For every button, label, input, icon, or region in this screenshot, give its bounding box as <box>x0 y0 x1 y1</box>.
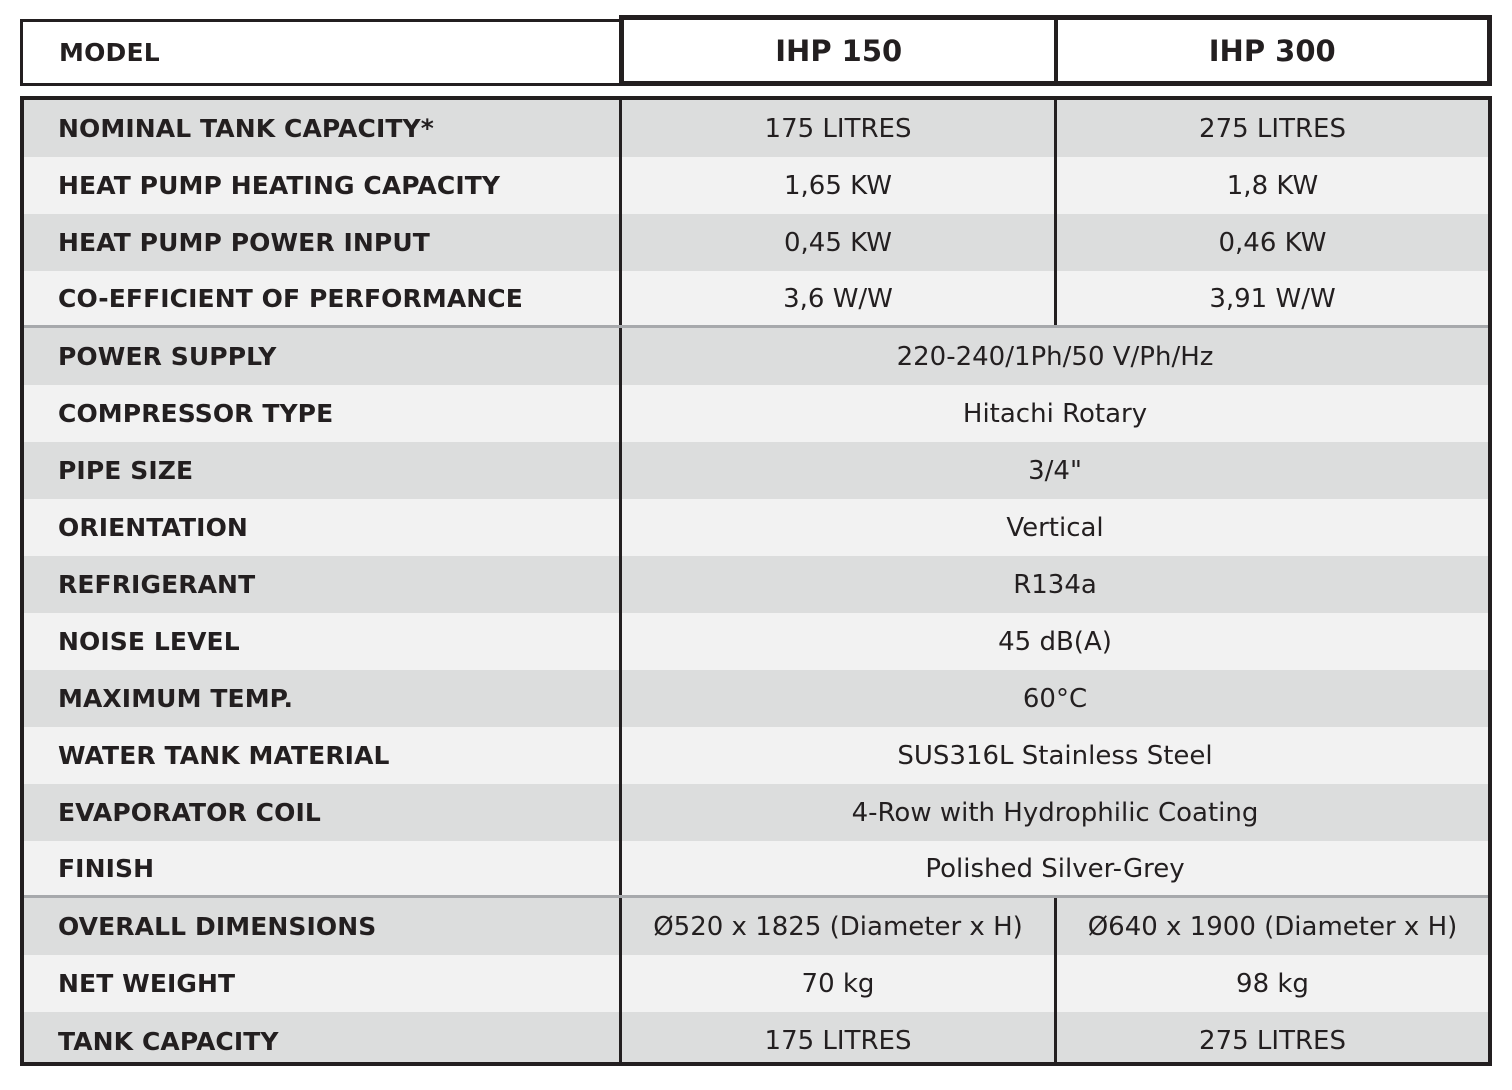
row-label: HEAT PUMP POWER INPUT <box>24 214 622 271</box>
table-row-power-input <box>24 214 1488 271</box>
row-label: CO-EFFICIENT OF PERFORMANCE <box>24 271 622 326</box>
row-value-shared: R134a <box>1013 569 1097 600</box>
table-row-compressor-type <box>24 385 1488 442</box>
row-value-ihp150: 175 LITRES <box>622 100 1057 157</box>
row-label: HEAT PUMP HEATING CAPACITY <box>24 157 622 214</box>
row-label: TANK CAPACITY <box>24 1012 622 1066</box>
row-label: REFRIGERANT <box>24 556 622 613</box>
table-row-tank-capacity <box>24 1012 1488 1066</box>
model-ihp300-header: IHP 300 <box>1208 33 1336 68</box>
row-label: WATER TANK MATERIAL <box>24 727 622 784</box>
table-row-finish <box>24 841 1488 896</box>
table-row-heating-capacity <box>24 157 1488 214</box>
row-label: OVERALL DIMENSIONS <box>24 898 622 955</box>
row-value-shared: Hitachi Rotary <box>962 398 1148 429</box>
table-row-cop <box>24 271 1488 326</box>
spec-table <box>20 96 1492 1066</box>
row-value-ihp150: 3,6 W/W <box>622 271 1057 326</box>
model-ihp150-header: IHP 150 <box>624 20 1058 81</box>
table-row-pipe-size <box>24 442 1488 499</box>
row-value-ihp150: 1,65 KW <box>622 157 1057 214</box>
row-value-ihp300: 275 LITRES <box>1199 1026 1346 1056</box>
table-row-maximum-temp <box>24 670 1488 727</box>
row-value-ihp150: Ø520 x 1825 (Diameter x H) <box>622 898 1057 955</box>
row-value-ihp300: 98 kg <box>1236 968 1309 999</box>
row-label: FINISH <box>24 841 622 896</box>
row-label: MAXIMUM TEMP. <box>24 670 622 727</box>
row-value-shared: 3/4" <box>1028 455 1082 486</box>
table-row-noise-level <box>24 613 1488 670</box>
table-row-tank-material <box>24 727 1488 784</box>
row-value-shared: Vertical <box>1006 512 1104 543</box>
table-row-nominal-tank-capacity <box>24 100 1488 157</box>
row-value-shared: Polished Silver-Grey <box>925 853 1185 884</box>
table-row-refrigerant <box>24 556 1488 613</box>
model-header-label: MODEL <box>20 19 622 86</box>
row-label: PIPE SIZE <box>24 442 622 499</box>
row-value-ihp300: Ø640 x 1900 (Diameter x H) <box>1087 911 1458 942</box>
row-value-shared: 60°C <box>1022 683 1088 714</box>
table-row-evaporator-coil <box>24 784 1488 841</box>
table-row-orientation <box>24 499 1488 556</box>
row-label: COMPRESSOR TYPE <box>24 385 622 442</box>
model-header-group <box>619 15 1492 86</box>
row-value-ihp300: 1,8 KW <box>1226 170 1319 201</box>
row-value-ihp300: 3,91 W/W <box>1209 283 1336 314</box>
row-value-ihp150: 0,45 KW <box>622 214 1057 271</box>
row-value-shared: 45 dB(A) <box>998 626 1112 657</box>
row-value-shared: 220-240/1Ph/50 V/Ph/Hz <box>896 341 1214 372</box>
row-value-shared: 4-Row with Hydrophilic Coating <box>851 797 1259 828</box>
row-label: NOISE LEVEL <box>24 613 622 670</box>
row-label: ORIENTATION <box>24 499 622 556</box>
row-label: NET WEIGHT <box>24 955 622 1012</box>
row-value-shared: SUS316L Stainless Steel <box>897 740 1213 771</box>
row-label: NOMINAL TANK CAPACITY* <box>24 100 622 157</box>
table-row-power-supply <box>24 328 1488 385</box>
row-label: EVAPORATOR COIL <box>24 784 622 841</box>
table-row-net-weight <box>24 955 1488 1012</box>
row-value-ihp300: 275 LITRES <box>1199 113 1346 144</box>
row-value-ihp300: 0,46 KW <box>1218 227 1327 258</box>
row-value-ihp150: 175 LITRES <box>622 1012 1057 1066</box>
table-row-overall-dimensions <box>24 898 1488 955</box>
row-label: POWER SUPPLY <box>24 328 622 385</box>
row-value-ihp150: 70 kg <box>622 955 1057 1012</box>
